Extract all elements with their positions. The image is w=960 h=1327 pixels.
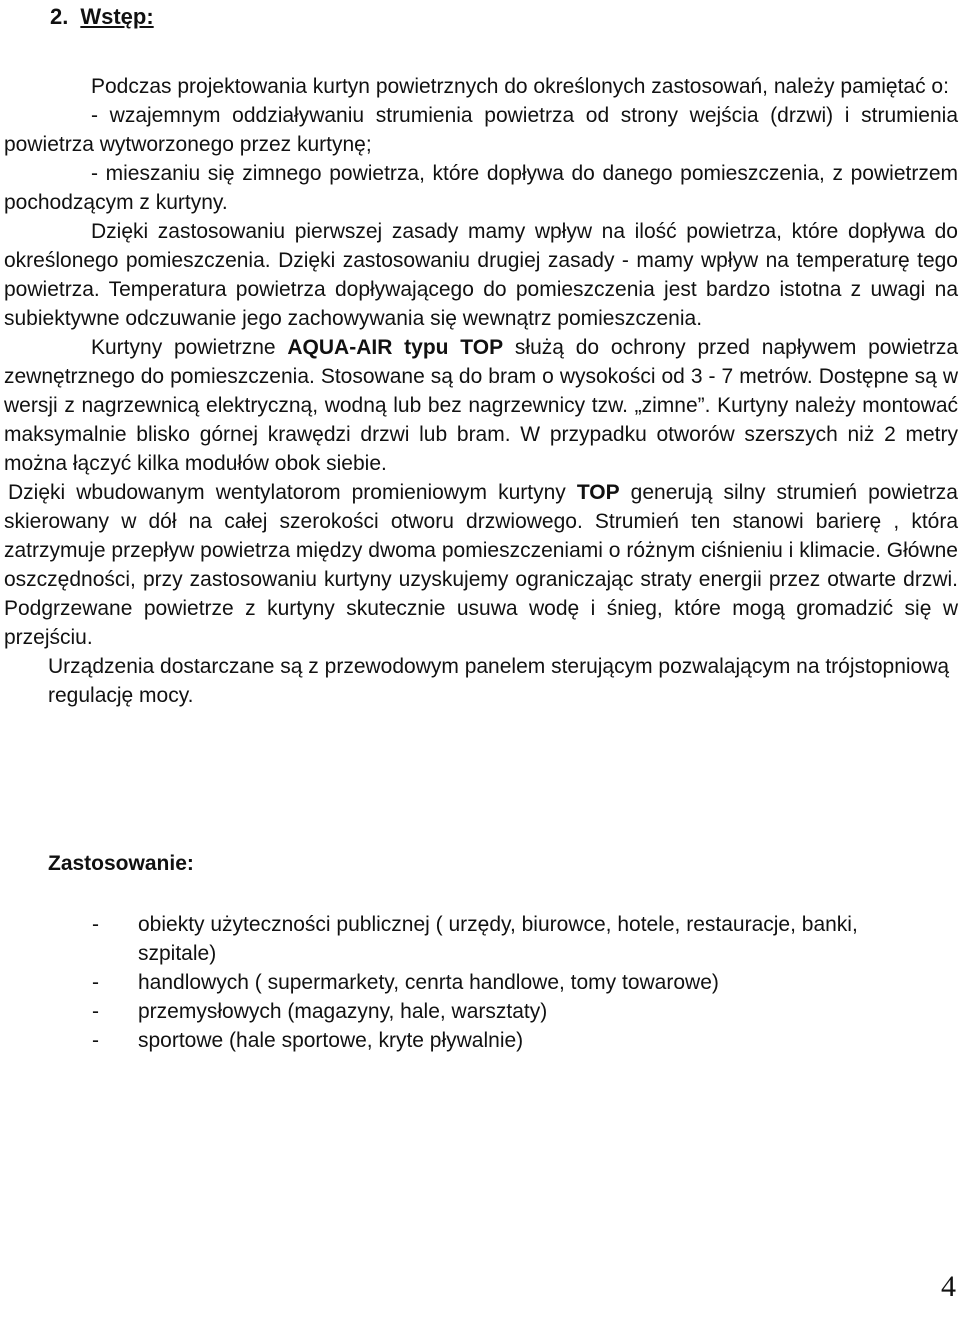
applications-list <box>92 910 912 1055</box>
list-item <box>92 997 912 1026</box>
section-title: Wstęp: <box>80 4 154 29</box>
p3-text-start: Kurtyny powietrzne <box>91 336 288 359</box>
product-name: AQUA-AIR typu TOP <box>287 336 504 359</box>
p4-text-start: Dzięki wbudowanym wentylatorom promieniowym kurtyny <box>8 481 577 504</box>
list-item <box>92 1026 912 1055</box>
intro-bullet-2: - mieszaniu się zimnego powietrza, które dopływa do danego pomieszczenia, z powietrzem pochodzącym z kurtyny. <box>4 162 958 214</box>
intro-paragraph-2: Dzięki zastosowaniu pierwszej zasady mamy wpływ na ilość powietrza, które dopływa do określonego pomieszczenia. Dzięki zastosowaniu drugiej zasady - mamy wpływ na temperaturę tego powietrza. Temperatura powietrza dopływającego do pomieszczenia jest bardzo istotna z uwagi na subiektywne odczuwanie jego zachowywania się wewnątrz pomieszczenia. <box>4 220 958 330</box>
list-item <box>92 910 912 968</box>
intro-text <box>4 72 958 710</box>
p3-text-end: służą do ochrony przed napływem powietrza zewnętrznego do pomieszczenia. Stosowane są do bram o wysokości od 3 - 7 metrów. Dostępne są w wersji z nagrzewnicą elektryczną, wodną lub bez nagrzewnicy tzw. „zimne”. Kurtyny należy montować maksymalnie blisko górnej krawędzi drzwi lub bram. W przypadku otworów szerszych niż 2 metry można łączyć kilka modułów obok siebie. <box>4 336 959 475</box>
product-type: TOP <box>576 481 620 504</box>
page-number: 4 <box>941 1270 956 1303</box>
intro-paragraph-3 <box>4 333 958 478</box>
list-item-text: handlowych ( supermarkety, cenrta handlowe, tomy towarowe) <box>138 971 719 994</box>
intro-paragraph-5: Urządzenia dostarczane są z przewodowym panelem sterującym pozwalającym na trójstopniową regulację mocy. <box>48 655 950 707</box>
list-item-text: obiekty użyteczności publicznej ( urzędy, biurowce, hotele, restauracje, banki, szpitale) <box>138 913 858 965</box>
list-dash: - <box>92 971 99 994</box>
list-item-text: sportowe (hale sportowe, kryte pływalnie) <box>138 1029 524 1052</box>
applications-heading: Zastosowanie: <box>48 852 194 875</box>
list-item <box>92 968 912 997</box>
intro-paragraph-1: Podczas projektowania kurtyn powietrznych do określonych zastosowań, należy pamiętać o: <box>91 75 949 98</box>
list-item-text: przemysłowych (magazyny, hale, warsztaty) <box>138 1000 548 1023</box>
section-heading <box>50 4 154 30</box>
list-dash: - <box>92 1029 99 1052</box>
list-dash: - <box>92 1000 99 1023</box>
intro-bullet-1: - wzajemnym oddziaływaniu strumienia powietrza od strony wejścia (drzwi) i strumienia powietrza wytworzonego przez kurtynę; <box>4 104 958 156</box>
intro-paragraph-4 <box>4 478 958 652</box>
section-number: 2. <box>50 4 69 29</box>
p4-text-end: generują silny strumień powietrza skierowany w dół na całej szerokości otworu drzwiowego. Strumień ten stanowi barierę , która zatrzymuje przepływ powietrza między dwoma pomieszczeniami o różnym ciśnieniu i klimacie. Główne oszczędności, przy zastosowaniu kurtyny uzyskujemy ograniczając straty energii przez otwarte drzwi. Podgrzewane powietrze z kurtyny skutecznie usuwa wodę i śnieg, które mogą gromadzić się w przejściu. <box>4 481 958 649</box>
list-dash: - <box>92 913 99 936</box>
